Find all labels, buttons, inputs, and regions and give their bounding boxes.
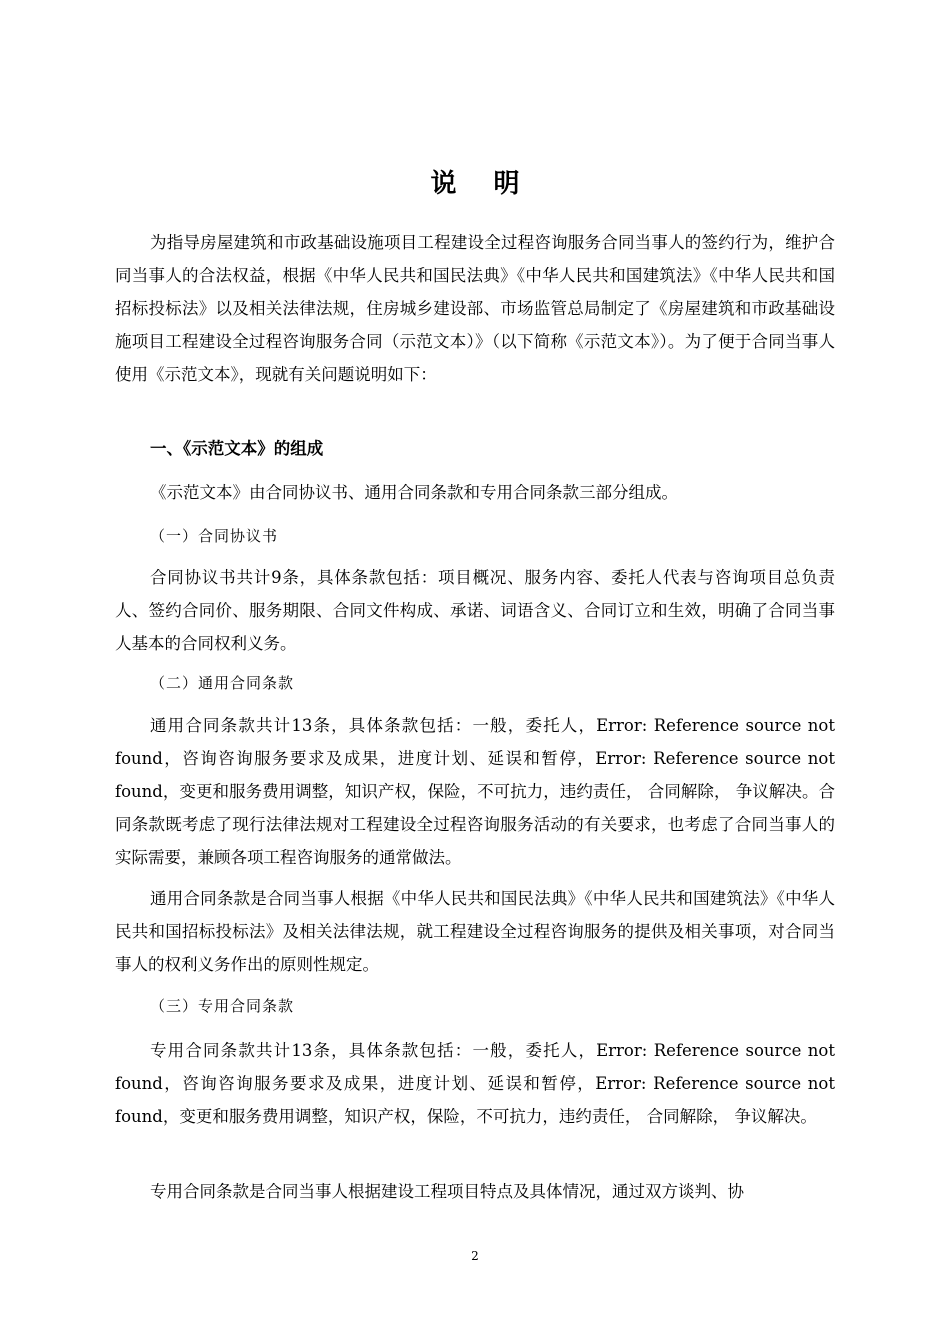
subheading-agreement: （一）合同协议书	[150, 527, 279, 545]
section-composition-text: 《示范文本》由合同协议书、通用合同条款和专用合同条款三部分组成。	[150, 483, 678, 502]
special-terms-paragraph-1: 专用合同条款共计13条，具体条款包括：一般，委托人，Error: Reference source not found，咨询咨询服务要求及成果，进度计划、延误和暂停，Error: Reference source not found，变更和服务费用调整，知识产权，保险，不可抗力，违约责任， 合同解除， 争议解决。	[115, 1041, 835, 1126]
intro-paragraph: 为指导房屋建筑和市政基础设施项目工程建设全过程咨询服务合同当事人的签约行为，维护合同当事人的合法权益，根据《中华人民共和国民法典》《中华人民共和国建筑法》《中华人民共和国招标投标法》以及相关法律法规，住房城乡建设部、市场监管总局制定了《房屋建筑和市政基础设施项目工程建设全过程咨询服务合同（示范文本）》（以下简称《示范文本》）。为了便于合同当事人使用《示范文本》，现就有关问题说明如下：	[115, 233, 835, 384]
general-terms-paragraph-2: 通用合同条款是合同当事人根据《中华人民共和国民法典》《中华人民共和国建筑法》《中华人民共和国招标投标法》及相关法律法规，就工程建设全过程咨询服务的提供及相关事项，对合同当事人的权利义务作出的原则性规定。	[115, 889, 835, 974]
page-number: 2	[471, 1249, 479, 1263]
agreement-paragraph: 合同协议书共计9条，具体条款包括：项目概况、服务内容、委托人代表与咨询项目总负责人、签约合同价、服务期限、合同文件构成、承诺、词语含义、合同订立和生效，明确了合同当事人基本的合同权利义务。	[115, 568, 835, 653]
document-title: 说 明	[430, 169, 534, 199]
subheading-special-terms: （三）专用合同条款	[150, 997, 295, 1015]
subheading-general-terms: （二）通用合同条款	[150, 674, 295, 692]
section-heading-composition: 一、《示范文本》的组成	[150, 439, 324, 458]
special-terms-paragraph-2: 专用合同条款是合同当事人根据建设工程项目特点及具体情况，通过双方谈判、协	[150, 1182, 744, 1201]
general-terms-paragraph-1: 通用合同条款共计13条，具体条款包括：一般，委托人，Error: Reference source not found，咨询咨询服务要求及成果，进度计划、延误和暂停，Error: Reference source not found，变更和服务费用调整，知识产权，保险，不可抗力，违约责任， 合同解除， 争议解决。合同条款既考虑了现行法律法规对工程建设全过程咨询服务活动的有关要求，也考虑了合同当事人的实际需要，兼顾各项工程咨询服务的通常做法。	[115, 716, 835, 867]
